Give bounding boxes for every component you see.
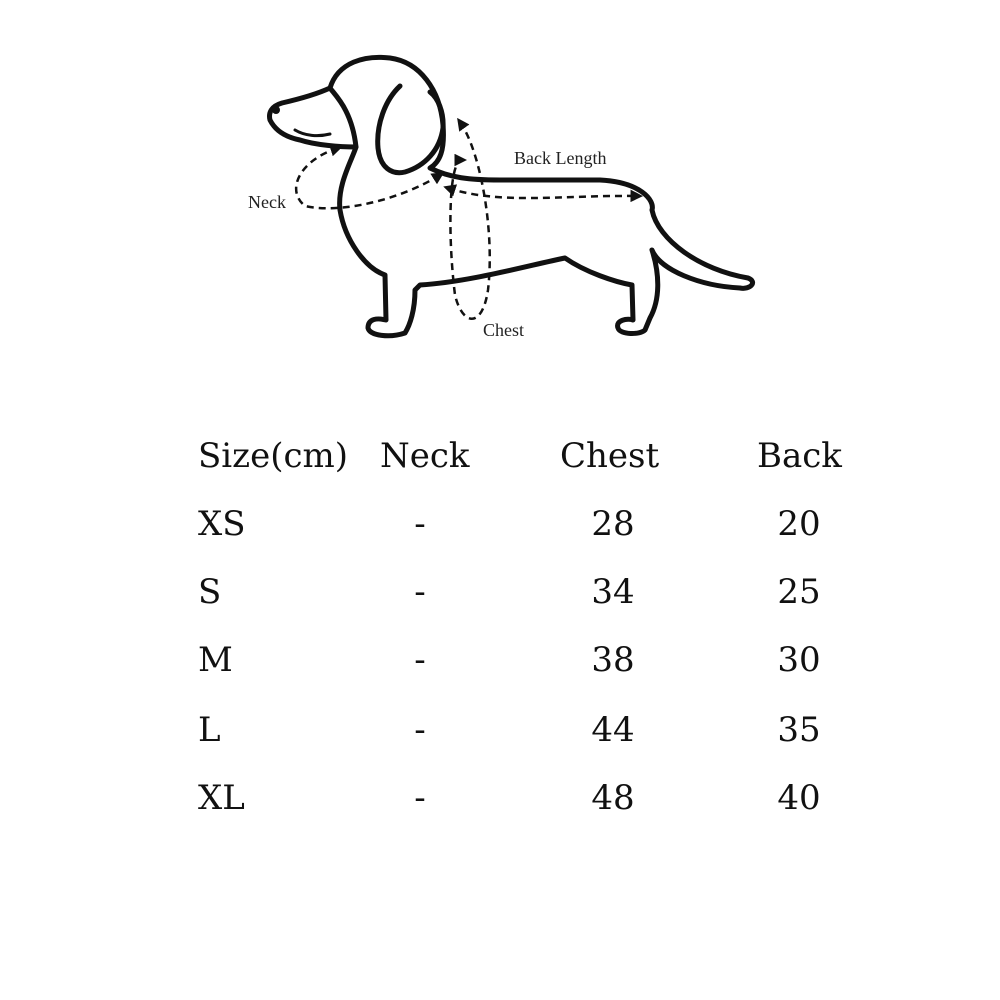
- header-neck: Neck: [380, 436, 470, 476]
- neck-measure-line: [296, 148, 440, 208]
- size-cell: L: [198, 710, 221, 750]
- back-cell: 40: [777, 778, 821, 818]
- neck-cell: -: [414, 504, 426, 544]
- chest-measure-line: [450, 122, 489, 319]
- header-chest: Chest: [560, 436, 660, 476]
- back-cell: 20: [777, 504, 821, 544]
- neck-cell: -: [414, 710, 426, 750]
- neck-label: Neck: [248, 192, 286, 212]
- chest-cell: 28: [591, 504, 635, 544]
- back-length-label: Back Length: [514, 148, 607, 168]
- neck-cell: -: [414, 640, 426, 680]
- size-cell: S: [198, 572, 222, 612]
- header-back: Back: [757, 436, 842, 476]
- chest-label: Chest: [483, 320, 525, 340]
- header-size: Size(cm): [198, 436, 349, 476]
- chest-cell: 48: [591, 778, 635, 818]
- chest-cell: 44: [591, 710, 635, 750]
- chest-cell: 34: [591, 572, 635, 612]
- back-length-measure-line: [448, 188, 638, 198]
- neck-cell: -: [414, 572, 426, 612]
- back-cell: 30: [777, 640, 821, 680]
- back-cell: 35: [777, 710, 821, 750]
- size-chart-table: [0, 420, 1000, 840]
- chest-cell: 38: [591, 640, 635, 680]
- size-cell: M: [198, 640, 233, 680]
- back-cell: 25: [777, 572, 821, 612]
- size-cell: XL: [198, 778, 245, 818]
- size-cell: XS: [198, 504, 246, 544]
- neck-cell: -: [414, 778, 426, 818]
- dog-measurement-diagram: [0, 0, 1000, 380]
